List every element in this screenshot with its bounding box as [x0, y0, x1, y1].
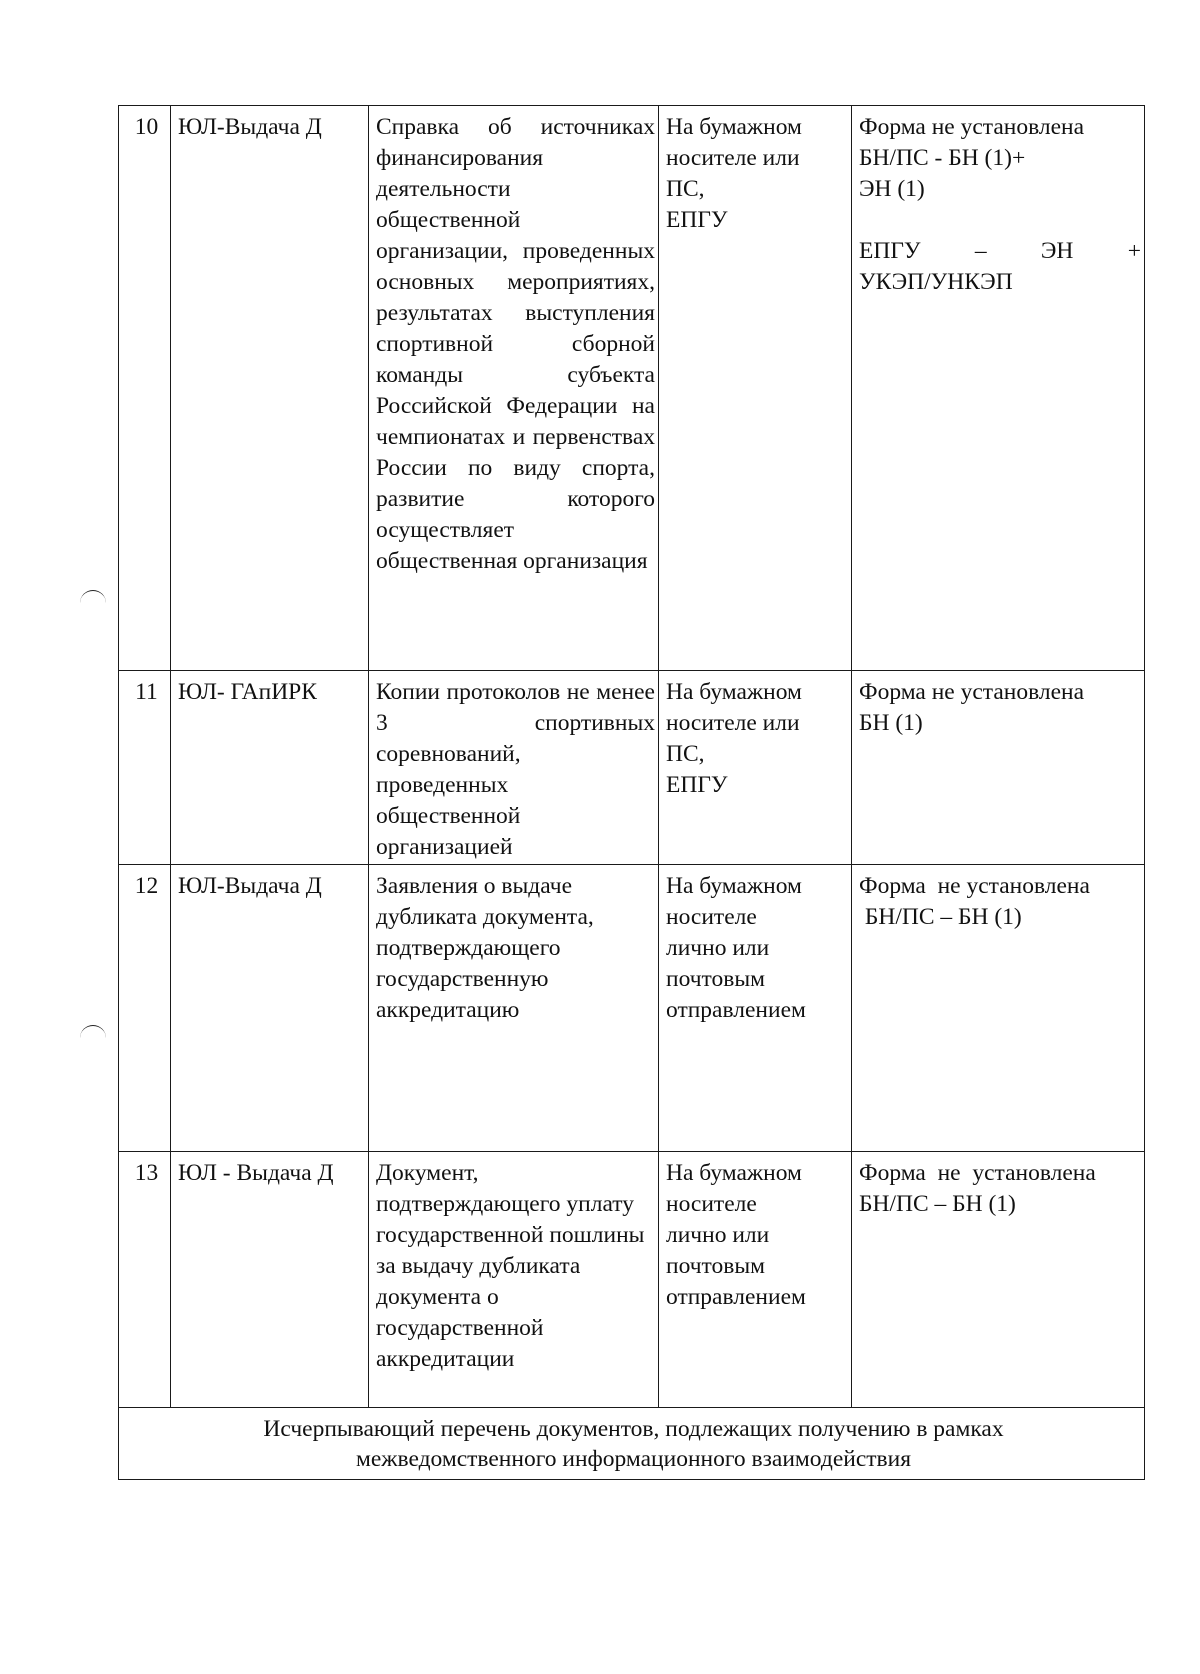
delivery-line: носителе или — [666, 710, 800, 736]
applicant-cell: ЮЛ-Выдача Д — [171, 106, 369, 671]
form-line: БН/ПС - БН (1)+ — [859, 145, 1026, 171]
document-name-cell — [369, 671, 659, 865]
form-line: БН (1) — [859, 710, 923, 736]
delivery-line: На бумажном — [666, 114, 802, 140]
table-row — [119, 1152, 1145, 1408]
binding-mark-upper — [80, 590, 106, 603]
delivery-line: носителе — [666, 904, 757, 930]
document-name: Справка об источниках финансирования деятельности общественной организации, проведенных основных мероприятиях, результатах выступления спортивной сборной команды субъекта Российской Федерации на чемпионатах и первенствах России по виду спорта, развитие которого осуществляет общественная организация — [376, 114, 655, 574]
delivery-cell — [659, 1152, 852, 1408]
form-epgu-word: ЕПГУ — [859, 238, 921, 264]
form-epgu-en: ЭН — [1040, 238, 1074, 264]
delivery-cell — [659, 865, 852, 1152]
document-name: Документ, подтверждающего уплату государственной пошлины за выдачу дубликата документа о государственной аккредитации — [376, 1160, 645, 1372]
table-row — [119, 106, 1145, 671]
row-number: 12 — [119, 865, 171, 1152]
form-cell — [852, 106, 1145, 671]
document-name-cell — [369, 865, 659, 1152]
delivery-line: носителе — [666, 1191, 757, 1217]
delivery-line: носителе или — [666, 145, 800, 171]
form-line: Форма не установлена — [859, 873, 1090, 899]
form-line: ЭН (1) — [859, 176, 925, 202]
delivery-line: лично или — [666, 935, 770, 961]
document-name: Копии протоколов не менее 3 спортивных соревнований, проведенных общественной организацией — [376, 679, 655, 860]
footer-row — [119, 1408, 1145, 1480]
form-cell — [852, 671, 1145, 865]
delivery-line: почтовым — [666, 966, 766, 992]
delivery-line: ЕПГУ — [666, 207, 728, 233]
delivery-line: На бумажном — [666, 679, 802, 705]
form-line: БН/ПС – БН (1) — [859, 904, 1022, 930]
form-cell — [852, 865, 1145, 1152]
delivery-line: почтовым — [666, 1253, 766, 1279]
delivery-line: На бумажном — [666, 1160, 802, 1186]
document-name: Заявления о выдаче дубликата документа, подтверждающего государственную аккредитацию — [376, 873, 594, 1023]
delivery-line: отправлением — [666, 997, 806, 1023]
applicant-cell: ЮЛ-Выдача Д — [171, 865, 369, 1152]
delivery-line: ПС, — [666, 741, 705, 767]
form-epgu-plus: + — [1127, 238, 1141, 264]
footer-line-1: Исчерпывающий перечень документов, подлежащих получению в рамках — [263, 1416, 1004, 1442]
table-row — [119, 865, 1145, 1152]
applicant-cell: ЮЛ- ГАпИРК — [171, 671, 369, 865]
form-spacer — [859, 205, 1141, 236]
form-cell — [852, 1152, 1145, 1408]
footer-cell — [119, 1408, 1145, 1480]
row-number: 10 — [119, 106, 171, 671]
form-line: Форма не установлена — [859, 679, 1085, 705]
form-line: Форма не установлена — [859, 1160, 1096, 1186]
row-number: 11 — [119, 671, 171, 865]
delivery-line: отправлением — [666, 1284, 806, 1310]
form-line: УКЭП/УНКЭП — [859, 269, 1013, 295]
delivery-line: ПС, — [666, 176, 705, 202]
delivery-line: ЕПГУ — [666, 772, 728, 798]
documents-table — [118, 105, 1145, 1480]
delivery-cell — [659, 106, 852, 671]
delivery-line: На бумажном — [666, 873, 802, 899]
table-row — [119, 671, 1145, 865]
delivery-line: лично или — [666, 1222, 770, 1248]
footer-line-2: межведомственного информационного взаимодействия — [355, 1446, 912, 1472]
binding-mark-lower — [80, 1025, 106, 1038]
form-line: Форма не установлена — [859, 114, 1085, 140]
document-name-cell — [369, 1152, 659, 1408]
applicant-cell: ЮЛ - Выдача Д — [171, 1152, 369, 1408]
document-name-cell — [369, 106, 659, 671]
row-number: 13 — [119, 1152, 171, 1408]
form-epgu-dash: – — [974, 238, 987, 264]
delivery-cell — [659, 671, 852, 865]
form-line: БН/ПС – БН (1) — [859, 1191, 1016, 1217]
form-line-epgu — [859, 236, 1141, 267]
